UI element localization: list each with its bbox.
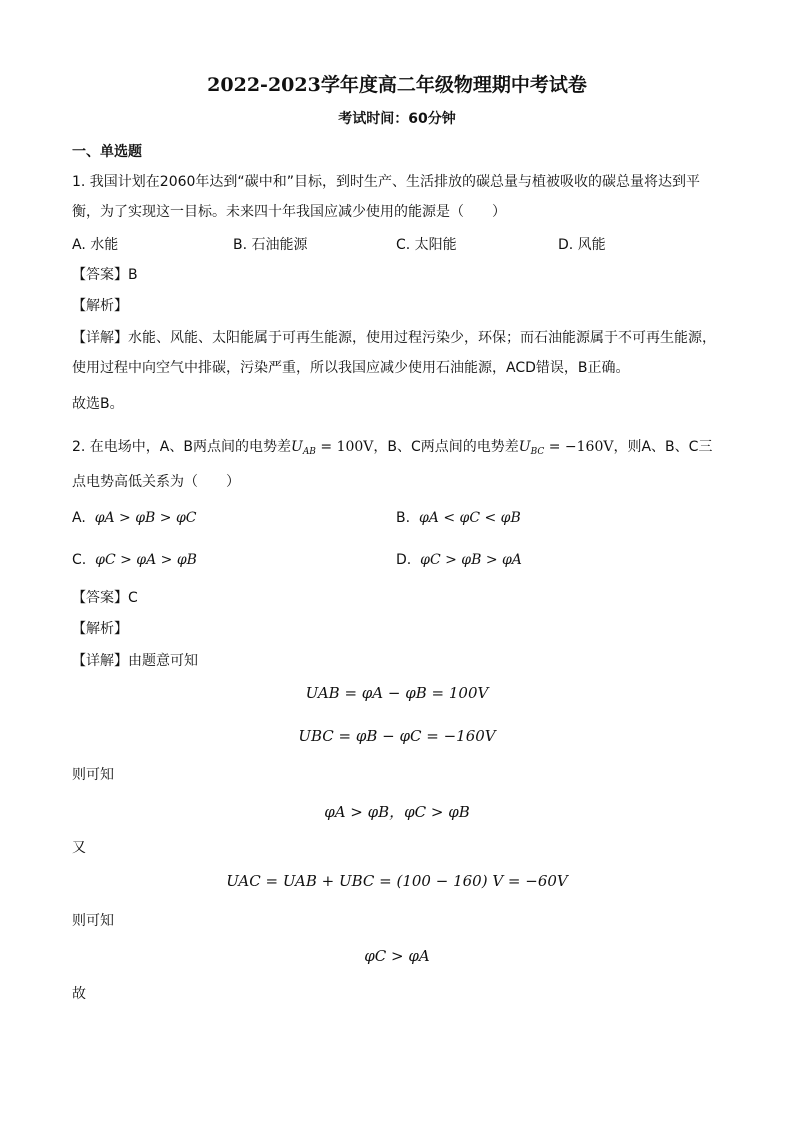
q2-then-2: 则可知 <box>72 913 114 929</box>
q2-answer: 【答案】C <box>72 590 138 606</box>
q2-equation-4: UAC = UAB + UBC = (100 − 160) V = −60V <box>226 872 568 890</box>
q2-equation-3: φA > φB，φC > φB <box>324 803 470 821</box>
section-heading: 一、单选题 <box>72 144 142 160</box>
exam-time: 考试时间：60分钟 <box>338 111 456 127</box>
q2-stem-b: ，B、C两点间的电势差 <box>373 439 519 455</box>
q2-equation-1: UAB = φA − φB = 100V <box>305 684 489 702</box>
q1-option-b: B. 石油能源 <box>233 237 308 253</box>
q2-option-b: B. φA < φC < φB <box>396 510 521 526</box>
q2-option-d: D. φC > φB > φA <box>396 552 522 568</box>
q1-analysis: 【解析】 <box>72 298 128 314</box>
q1-conclusion: 故选B。 <box>72 396 124 412</box>
q2-option-c: C. φC > φA > φB <box>72 552 197 568</box>
q1-answer: 【答案】B <box>72 267 138 283</box>
q2-equation-2: UBC = φB − φC = −160V <box>298 727 496 745</box>
q2-analysis: 【解析】 <box>72 621 128 637</box>
q1-stem-line1: 1. 我国计划在2060年达到“碳中和”目标，到时生产、生活排放的碳总量与植被吸收的碳总量将达到平 <box>72 174 700 190</box>
q2-option-a: A. φA > φB > φC <box>72 510 197 526</box>
q2-ubc: $U_{BC} = -160V$ <box>518 439 614 457</box>
q2-stem-line2: 点电势高低关系为（ ） <box>72 474 240 490</box>
q1-detail-line2: 使用过程中向空气中排碳，污染严重，所以我国应减少使用石油能源，ACD错误，B正确。 <box>72 360 630 376</box>
q1-option-c: C. 太阳能 <box>396 237 457 253</box>
q2-so: 故 <box>72 986 86 1002</box>
q2-stem-c: ，则A、B、C三 <box>613 439 713 455</box>
q2-stem-a: 2. 在电场中，A、B两点间的电势差 <box>72 439 291 455</box>
q2-equation-5: φC > φA <box>364 947 430 965</box>
q1-option-d: D. 风能 <box>558 237 606 253</box>
q1-option-a: A. 水能 <box>72 237 119 253</box>
q2-also: 又 <box>72 840 86 856</box>
q1-stem-line2: 衡，为了实现这一目标。未来四十年我国应减少使用的能源是（ ） <box>72 204 506 220</box>
page-title: 2022-2023学年度高二年级物理期中考试卷 <box>207 74 587 96</box>
q2-then-1: 则可知 <box>72 767 114 783</box>
q1-detail-line1: 【详解】水能、风能、太阳能属于可再生能源，使用过程污染少，环保；而石油能源属于不可再生能源， <box>72 330 716 346</box>
q2-detail: 【详解】由题意可知 <box>72 653 198 669</box>
q2-uab: $U_{AB} = 100V$ <box>291 439 374 457</box>
q2-stem-line1 <box>72 437 712 462</box>
